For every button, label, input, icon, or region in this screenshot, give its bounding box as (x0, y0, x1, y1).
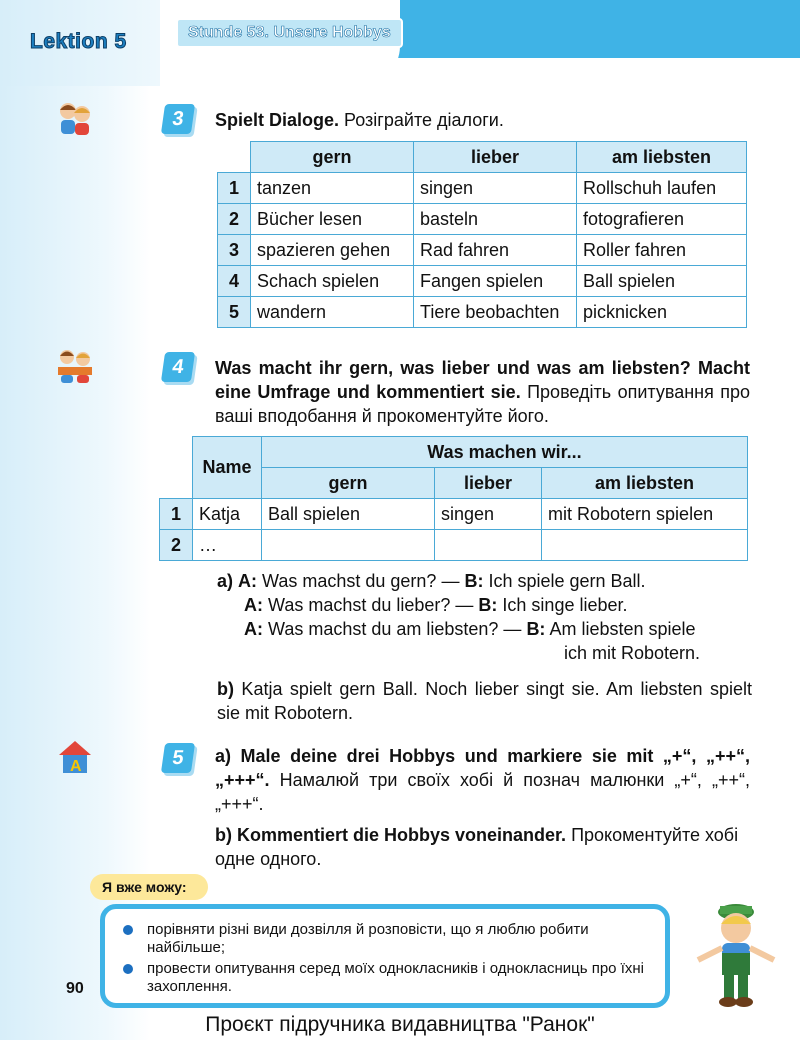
exercise-5a-title-de: a) Male deine drei Hobbys und markiere sie mit „+“, „++“, „+++“. (215, 746, 750, 790)
dialog-line-continued: ich mit Robotern. (564, 643, 701, 663)
table-cell: mit Robotern spielen (542, 499, 748, 530)
table-header-row (218, 142, 747, 173)
table-cell: Bücher lesen (251, 204, 414, 235)
row-number: 5 (218, 297, 251, 328)
stunde-title: Stunde 53. Unsere Hobbys (176, 18, 403, 48)
exercise-3-number: 3 (161, 104, 195, 134)
table-cell: Schach spielen (251, 266, 414, 297)
exercise-4-number: 4 (161, 352, 195, 382)
lektion-label: Lektion 5 (30, 30, 127, 53)
table-cell: singen (435, 499, 542, 530)
exercise-5b-instruction (215, 823, 750, 871)
footer-credit: Проєкт підручника видавництва "Ранок" (205, 1013, 595, 1036)
table-cell: fotografieren (577, 204, 747, 235)
column-header: am liebsten (542, 468, 748, 499)
table-cell: tanzen (251, 173, 414, 204)
column-header: lieber (435, 468, 542, 499)
exercise-4-survey-table (159, 436, 748, 561)
dialog-b (217, 677, 752, 725)
part-label: a) (217, 571, 234, 591)
group-header: Was machen wir... (262, 437, 748, 468)
table-row (218, 173, 747, 204)
bullet-icon (123, 964, 133, 974)
row-number: 1 (160, 499, 193, 530)
summary-text: Katja spielt gern Ball. Noch lieber singt sie. Am liebsten spielt sie mit Robotern. (217, 679, 752, 723)
dialog-line (217, 617, 752, 641)
table-cell (262, 530, 435, 561)
row-number: 4 (218, 266, 251, 297)
exercise-5b-title-de: b) Kommentiert die Hobbys voneinander. (215, 825, 567, 845)
group-work-icon (55, 345, 95, 385)
table-cell: Tiere beobachten (414, 297, 577, 328)
exercise-3-title-de: Spielt Dialoge. (215, 110, 340, 130)
table-row (218, 297, 747, 328)
table-cell: Rad fahren (414, 235, 577, 266)
line-text: Was machst du gern? — (257, 571, 465, 591)
row-number: 2 (218, 204, 251, 235)
can-do-text: порівняти різні види дозвілля й розповісти, що я люблю робити найбільше; (147, 921, 589, 956)
table-row (218, 235, 747, 266)
exercise-3-instruction (215, 108, 750, 132)
can-do-item (147, 921, 647, 957)
dialog-a (217, 569, 752, 665)
can-do-item (147, 960, 647, 996)
can-do-text: провести опитування серед моїх однокласників і однокласниць про їхні захоплення. (147, 960, 644, 995)
exercise-3-table (217, 141, 747, 328)
row-number: 3 (218, 235, 251, 266)
exercise-5a-instruction (215, 744, 750, 816)
line-text: Am liebsten spiele (545, 619, 696, 639)
line-text: Was machst du lieber? — (263, 595, 479, 615)
row-number: 1 (218, 173, 251, 204)
boy-illustration (686, 898, 786, 1010)
table-cell: Ball spielen (577, 266, 747, 297)
table-row (160, 530, 748, 561)
table-header-row (160, 437, 748, 468)
table-cell: Roller fahren (577, 235, 747, 266)
table-cell: Fangen spielen (414, 266, 577, 297)
speaker-a: A: (244, 595, 263, 615)
table-cell: picknicken (577, 297, 747, 328)
column-header: am liebsten (577, 142, 747, 173)
empty-corner (218, 142, 251, 173)
exercise-4-title-ua: Проведіть опитування про ваші вподобання й прокоментуйте його. (215, 382, 751, 426)
empty-corner (160, 437, 193, 499)
exercise-5a-title-ua: Намалюй три своїх хобі й познач малюнки „+“, „++“, „+++“. (215, 770, 750, 814)
speaker-a: A: (244, 619, 263, 639)
exercise-4-instruction (215, 356, 750, 428)
table-cell (542, 530, 748, 561)
table-row (218, 266, 747, 297)
table-cell: wandern (251, 297, 414, 328)
line-text: Was machst du am liebsten? — (263, 619, 527, 639)
exercise-3-title-ua: Розіграйте діалоги. (339, 110, 504, 130)
column-header: gern (262, 468, 435, 499)
page-number: 90 (66, 980, 84, 997)
dialog-line (217, 593, 752, 617)
row-number: 2 (160, 530, 193, 561)
table-cell: singen (414, 173, 577, 204)
exercise-4-title-de: Was macht ihr gern, was lieber und was am liebsten? Macht eine Umfrage und kommentiert sie. (215, 358, 750, 402)
house-letter-icon (55, 737, 95, 777)
table-cell: spazieren gehen (251, 235, 414, 266)
speaker-b: B: (464, 571, 484, 591)
can-do-box (100, 904, 670, 1008)
table-cell: Ball spielen (262, 499, 435, 530)
table-cell: basteln (414, 204, 577, 235)
column-header: gern (251, 142, 414, 173)
bullet-icon (123, 925, 133, 935)
part-label: b) (217, 679, 234, 699)
table-cell (435, 530, 542, 561)
pair-work-icon (55, 98, 95, 138)
exercise-5b-title-ua: Прокоментуйте хобі одне одного. (215, 825, 739, 869)
line-text: Ich singe lieber. (497, 595, 628, 615)
speaker-b: B: (478, 595, 498, 615)
speaker-a: A: (238, 571, 258, 591)
table-cell: Rollschuh laufen (577, 173, 747, 204)
table-row (160, 499, 748, 530)
svg-text:A: A (70, 758, 82, 775)
can-do-label: Я вже можу: (90, 874, 208, 900)
table-cell: … (193, 530, 262, 561)
name-header: Name (193, 437, 262, 499)
exercise-5-number: 5 (161, 743, 195, 773)
dialog-line (217, 569, 752, 593)
table-row (218, 204, 747, 235)
line-text: Ich spiele gern Ball. (483, 571, 646, 591)
column-header: lieber (414, 142, 577, 173)
speaker-b: B: (526, 619, 546, 639)
table-cell: Katja (193, 499, 262, 530)
